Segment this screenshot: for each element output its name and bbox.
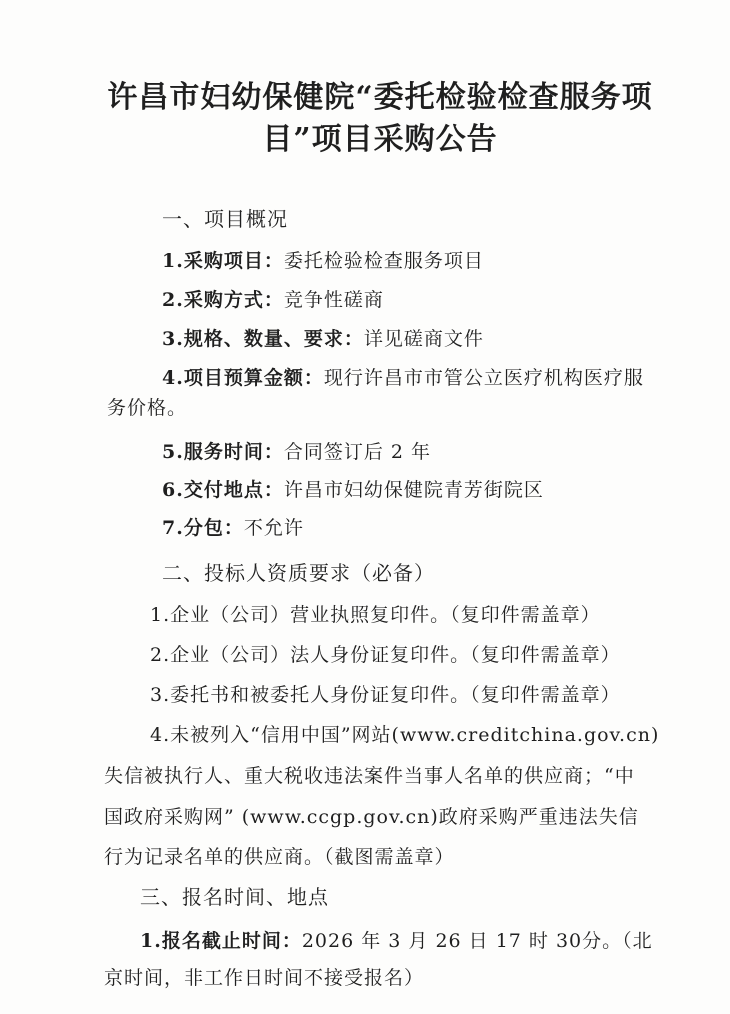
item-value: 竞争性磋商 [283,289,384,311]
item-specifications [162,327,484,352]
item-procurement-method [162,288,384,313]
item-subcontracting [162,516,304,541]
item-service-time [162,440,431,465]
item-label: 1.采购项目： [162,250,284,272]
item-value: 2026 年 3 月 26 日 17 时 30分。（北 [301,930,653,952]
item-budget [162,366,644,391]
qualification-item-4-line-3: 国政府采购网” (www.ccgp.gov.cn)政府采购严重违法失信 [104,806,639,828]
qualification-item: 3.委托书和被委托人身份证复印件。（复印件需盖章） [150,684,621,706]
item-delivery-location [162,478,544,503]
item-label: 2.采购方式： [162,289,284,311]
registration-deadline [140,929,653,954]
item-value: 委托检验检查服务项目 [283,250,484,272]
item-label: 4.项目预算金额： [162,367,324,389]
document-title-line-1: 许昌市妇幼保健院“委托检验检查服务项 [107,80,653,115]
item-label: 5.服务时间： [162,441,284,463]
item-value: 合同签订后 2 年 [283,441,432,463]
item-value: 许昌市妇幼保健院青芳街院区 [283,479,544,501]
qualification-item: 1.企业（公司）营业执照复印件。（复印件需盖章） [150,604,601,626]
item-label: 7.分包： [162,517,244,539]
item-label: 6.交付地点： [162,479,284,501]
qualification-item-4-line-2: 失信被执行人、重大税收违法案件当事人名单的供应商；“中 [104,765,635,787]
section-1-heading: 一、项目概况 [162,207,288,231]
item-label: 1.报名截止时间： [140,930,302,952]
item-value: 不允许 [243,517,304,539]
section-2-heading: 二、投标人资质要求（必备） [162,561,435,585]
item-procurement-project [162,249,484,274]
item-label: 3.规格、数量、要求： [162,328,364,350]
document-title-line-2: 目”项目采购公告 [262,122,498,157]
qualification-item-4-line-4: 行为记录名单的供应商。（截图需盖章） [104,846,455,868]
registration-deadline-continuation: 京时间，非工作日时间不接受报名） [104,967,425,989]
item-value: 详见磋商文件 [363,328,484,350]
section-3-heading: 三、报名时间、地点 [140,885,329,909]
qualification-item: 2.企业（公司）法人身份证复印件。（复印件需盖章） [150,644,621,666]
item-value: 现行许昌市市管公立医疗机构医疗服 [323,367,644,389]
qualification-item-4-line-1: 4.未被列入“信用中国”网站(www.creditchina.gov.cn) [150,724,660,746]
item-budget-continuation: 务价格。 [107,397,188,419]
